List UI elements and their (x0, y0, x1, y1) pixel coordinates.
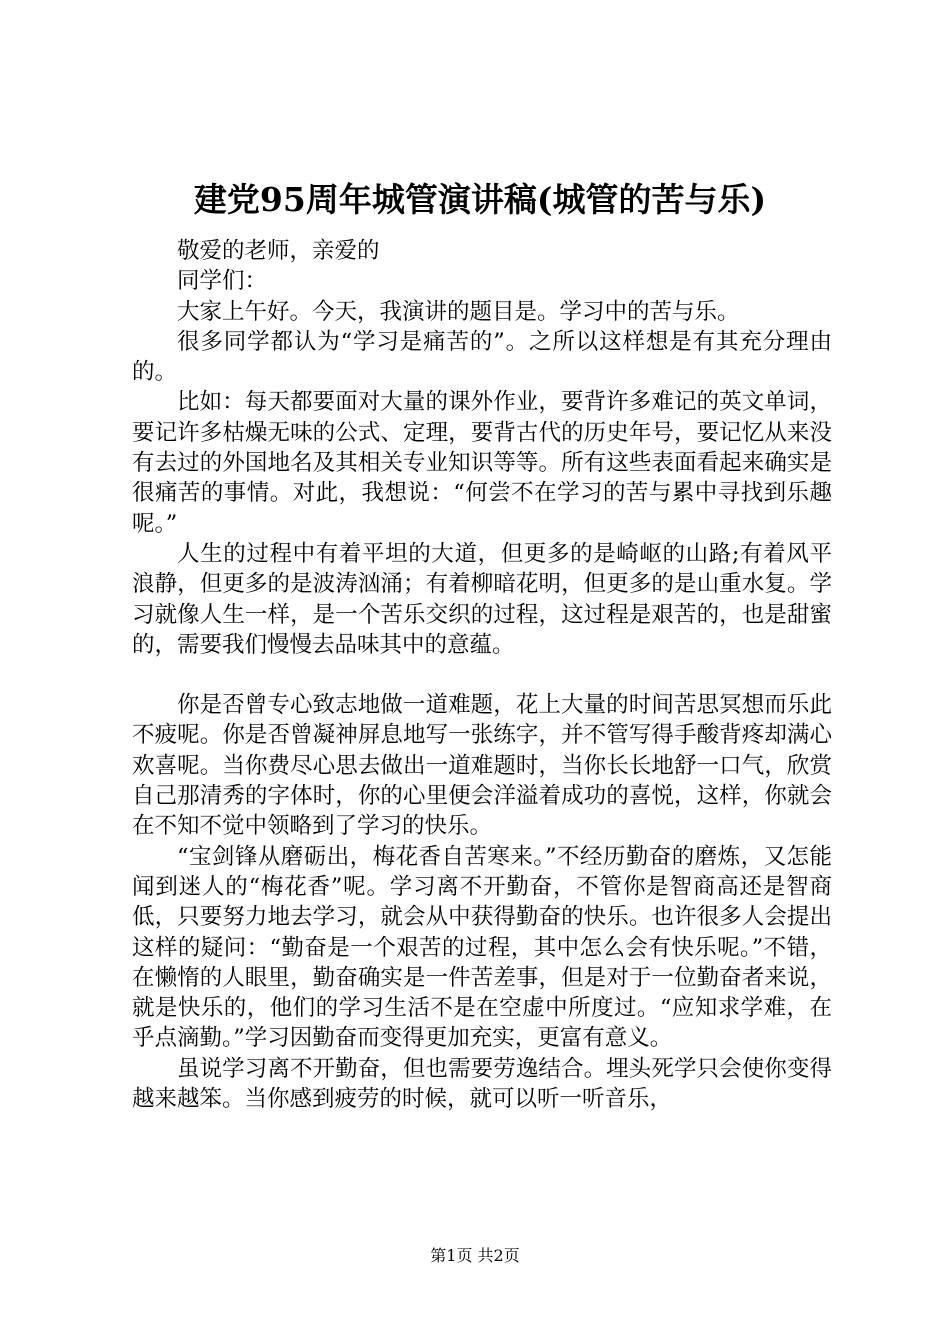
paragraph-opinion: 很多同学都认为“学习是痛苦的”。之所以这样想是有其充分理由的。 (132, 328, 832, 386)
paragraph-greeting: 大家上午好。今天，我演讲的题目是。学习中的苦与乐。 (177, 298, 740, 325)
paragraph-life: 人生的过程中有着平坦的大道，但更多的是崎岖的山路;有着风平浪静，但更多的是波涛汹涌；有着柳暗花明，但更多的是山重水复。学习就像人生一样，是一个苦乐交织的过程，这过程是艰苦的，也是甜蜜的，需要我们慢慢去品味其中的意蕴。 (132, 540, 832, 658)
paragraph-balance: 虽说学习离不开勤奋，但也需要劳逸结合。埋头死学只会使你变得越来越笨。当你感到疲劳的时候，就可以听一听音乐， (132, 1055, 832, 1113)
paragraph-joy: 你是否曾专心致志地做一道难题，花上大量的时间苦思冥想而乐此不疲呢。你是否曾凝神屏息地写一张练字，并不管写得手酸背疼却满心欢喜呢。当你费尽心思去做出一道难题时，当你长长地舒一口气，欣赏自己那清秀的字体时，你的心里便会洋溢着成功的喜悦，这样，你就会在不知不觉中领略到了学习的快乐。 (132, 692, 832, 840)
document-body (132, 236, 832, 1114)
paragraph-examples: 比如：每天都要面对大量的课外作业，要背许多难记的英文单词，要记许多枯燥无味的公式、定理，要背古代的历史年号，要记忆从来没有去过的外国地名及其相关专业知识等等。所有这些表面看起来确实是很痛苦的事情。对此，我想说：“何尝不在学习的苦与累中寻找到乐趣呢。” (132, 389, 832, 537)
document-title: 建党95周年城管演讲稿(城管的苦与乐) (193, 180, 767, 219)
paragraph-diligence: “宝剑锋从磨砺出，梅花香自苦寒来。”不经历勤奋的磨炼，又怎能闻到迷人的“梅花香”呢。学习离不开勤奋，不管你是智商高还是智商低，只要努力地去学习，就会从中获得勤奋的快乐。也许很多人会提出这样的疑问：“勤奋是一个艰苦的过程，其中怎么会有快乐呢。”不错，在懒惰的人眼里，勤奋确实是一件苦差事，但是对于一位勤奋者来说，就是快乐的，他们的学习生活不是在空虚中所度过。“应知求学难，在乎点滴勤。”学习因勤奋而变得更加充实，更富有意义。 (132, 843, 832, 1052)
paragraph-salutation-2: 同学们： (177, 268, 268, 295)
paragraph-salutation-1: 敬爱的老师，亲爱的 (177, 238, 380, 264)
page-number: 第1页 共2页 (430, 1246, 520, 1265)
